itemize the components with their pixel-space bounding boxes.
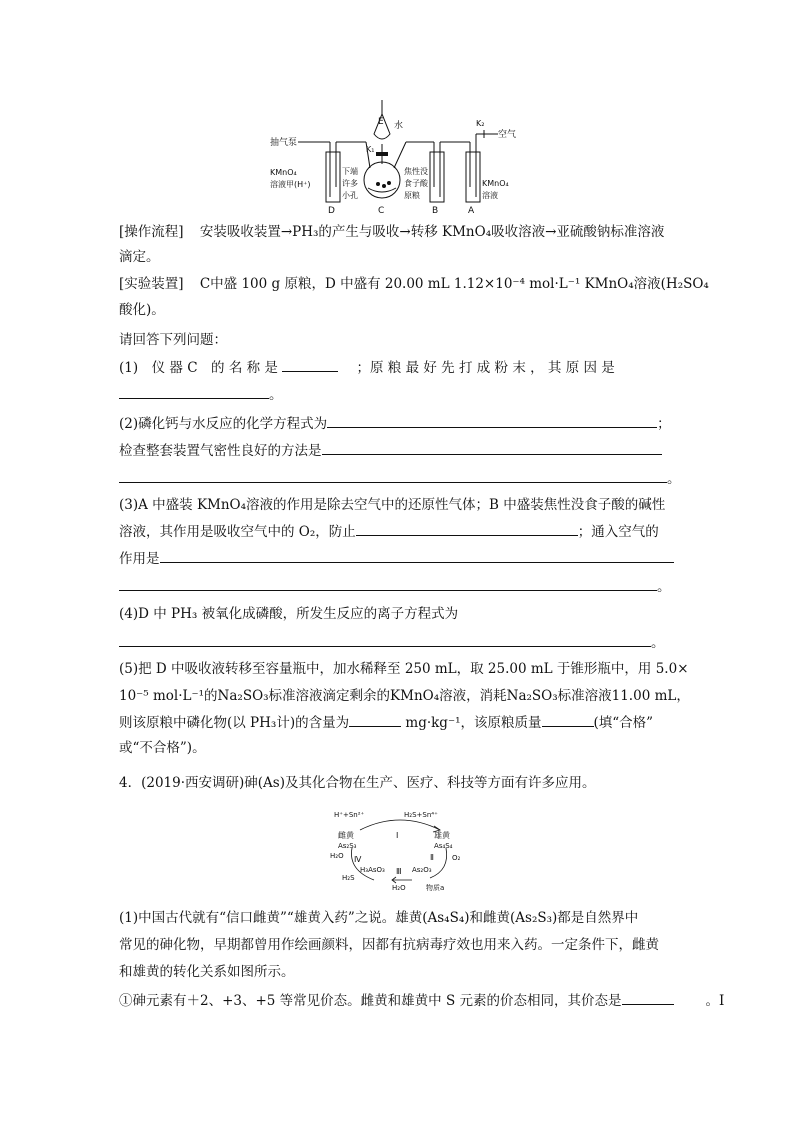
answer-blank-p4-1[interactable] [622, 990, 674, 1005]
fig2-h3aso3: H₃AsO₃ [360, 866, 385, 874]
question-5-line-1: (5)把 D 中吸收液转移至容量瓶中，加水稀释至 250 mL，取 25.00 mL 于锥形瓶中，用 5.0× [119, 661, 689, 677]
tube-d [326, 152, 340, 202]
label-a: A [468, 206, 475, 216]
fig2-xionghuang: 雄黄 [434, 831, 450, 840]
label-k1: K₁ [366, 145, 375, 154]
text-line-5: 请回答下列问题： [119, 332, 227, 348]
p4-line-1: (1)中国古代就有“信口雌黄”“雄黄入药”之说。雄黄(As₄S₄)和雌黄(As₂S₃)都是自然界中 [119, 910, 639, 926]
fig2-top-left: H⁺+Sn²⁺ [334, 811, 365, 819]
answer-blank-3b[interactable] [160, 548, 674, 563]
label-holes-1: 下端 [342, 167, 358, 176]
label-procedure: [操作流程] [119, 224, 184, 240]
fig2-o2: O₂ [452, 854, 461, 862]
label-apparatus: [实验装置] [119, 276, 184, 292]
label-kmno4-a-2: 溶液 [482, 191, 498, 200]
fig2-cihuang: 雌黄 [338, 831, 354, 840]
answer-blank-3c[interactable] [119, 576, 657, 591]
fig2-h2s: H₂S [342, 874, 355, 882]
answer-blank-5a[interactable] [349, 712, 401, 727]
p4-line-2: 常见的砷化物，早期都曾用作绘画颜料，因都有抗病毒疗效也用来入药。一定条件下，雌黄 [119, 937, 659, 953]
label-pump: 抽气泵 [270, 138, 298, 148]
question-4-line-2: 。 [119, 632, 665, 653]
label-e: E [378, 117, 384, 127]
question-2-line-2 [119, 440, 662, 461]
text-line-1 [119, 222, 664, 242]
question-3-line-4: 。 [119, 576, 671, 597]
p4-line-4: ①砷元素有＋2、+3、+5 等常见价态。雌黄和雄黄中 S 元素的价态相同，其价态是 。I [119, 990, 724, 1011]
question-5-part-c2: mg·kg⁻¹，该原粮质量 [405, 715, 542, 731]
label-grain: 原粮 [404, 191, 420, 200]
question-1-part-b: ；原 粮 最 好 先 打 成 粉 末 ， 其 原 因 是 [356, 360, 615, 376]
question-4-line-1: (4)D 中 PH₃ 被氧化成磷酸，所发生反应的离子方程式为 [119, 606, 459, 622]
question-3-part-c: 作用是 [119, 551, 160, 567]
question-2-line-3: 。 [119, 468, 681, 489]
problem-4-heading: 4．(2019·西安调研)砷(As)及其化合物在生产、医疗、科技等方面有许多应用。 [119, 775, 596, 791]
label-kmno4-d-1: KMnO₄ [270, 168, 297, 177]
text-line-4: 酸化)。 [119, 302, 165, 318]
fig2-h2o-bottom: H₂O [392, 884, 406, 892]
question-3-line-3 [119, 548, 674, 569]
answer-blank-1b[interactable] [119, 384, 269, 399]
question-5-part-c1: 则该原粮中磷化物(以 PH₃计)的含量为 [119, 715, 350, 731]
label-water: 水 [394, 121, 404, 131]
label-air: 空气 [498, 130, 517, 140]
text-line-2: 滴定。 [119, 249, 160, 265]
question-5-part-c3: (填“合格” [593, 715, 654, 731]
tube-a [466, 152, 480, 202]
apparatus-text: C中盛 100 g 原粮，D 中盛有 20.00 mL 1.12×10⁻⁴ mol·L⁻¹ KMnO₄溶液(H₂SO₄ [199, 276, 709, 292]
procedure-text: 安装吸收装置→PH₃的产生与吸收→转移 KMnO₄吸收溶液→亚硫酸钠标准溶液 [199, 224, 665, 240]
answer-blank-4[interactable] [119, 632, 651, 647]
label-k2: K₂ [476, 119, 485, 128]
label-pyrogallol-2: 食子酸 [404, 179, 428, 188]
apparatus-figure [270, 92, 520, 217]
answer-blank-2b[interactable] [322, 440, 662, 455]
question-5-line-4: 或“不合格”)。 [119, 740, 206, 756]
label-c: C [378, 206, 385, 216]
fig2-as2s3: As₂S₃ [338, 842, 357, 850]
answer-blank-2c[interactable] [119, 468, 667, 483]
tube-b [430, 152, 444, 202]
answer-blank-3a[interactable] [356, 521, 578, 536]
fig2-as2o3: As₂O₃ [412, 866, 432, 874]
question-3-line-1: (3)A 中盛装 KMnO₄溶液的作用是除去空气中的还原性气体；B 中盛装焦性没食子酸的碱性 [119, 497, 666, 513]
label-holes-2: 许多 [342, 179, 358, 188]
fig2-top-right: H₂S+Sn⁴⁺ [404, 811, 438, 819]
label-holes-3: 小孔 [342, 191, 358, 200]
question-3-part-b: 溶液，其作用是吸收空气中的 O₂，防止 [119, 524, 356, 540]
question-1-line-1 [119, 357, 615, 378]
label-b: B [432, 206, 439, 216]
fig2-step-iii: Ⅲ [396, 867, 402, 876]
fig2-step-i: Ⅰ [396, 831, 399, 840]
p4-line-3: 和雄黄的转化关系如图所示。 [119, 964, 295, 980]
fig2-as4s4: As₄S₄ [434, 842, 453, 850]
p4-question-1: ①砷元素有＋2、+3、+5 等常见价态。雌黄和雄黄中 S 元素的价态相同，其价态是 [119, 993, 622, 1009]
answer-blank-5b[interactable] [542, 712, 594, 727]
question-1-part-a: (1) 仪 器 C 的 名 称 是 [119, 360, 278, 376]
fig2-h2o-left: H₂O [330, 852, 344, 860]
answer-blank-1a[interactable] [282, 357, 338, 372]
question-5-line-2: 10⁻⁵ mol·L⁻¹的Na₂SO₃标准溶液滴定剩余的KMnO₄溶液，消耗Na₂SO₃标准溶液11.00 mL， [119, 688, 690, 704]
fig2-substance-a: 物质a [426, 884, 445, 892]
question-2-line-1: (2)磷化钙与水反应的化学方程式为 ； [119, 413, 671, 434]
question-2-part-a: (2)磷化钙与水反应的化学方程式为 [119, 416, 328, 432]
question-3-line-2: 溶液，其作用是吸收空气中的 O₂，防止 ；通入空气的 [119, 521, 659, 542]
arsenic-cycle-figure [330, 808, 470, 900]
question-1-line-2: 。 [119, 384, 283, 405]
label-kmno4-d-2: 溶液甲(H⁺) [270, 180, 311, 189]
answer-blank-2a[interactable] [327, 413, 657, 428]
fig2-step-iv: Ⅳ [354, 855, 362, 864]
text-line-3 [119, 274, 709, 294]
question-2-part-b: 检查整套装置气密性良好的方法是 [119, 443, 322, 459]
fig2-step-ii: Ⅱ [430, 853, 434, 862]
question-5-line-3 [119, 712, 653, 733]
label-kmno4-a-1: KMnO₄ [482, 179, 509, 188]
label-d: D [328, 206, 335, 216]
label-pyrogallol-1: 焦性没 [404, 167, 428, 176]
